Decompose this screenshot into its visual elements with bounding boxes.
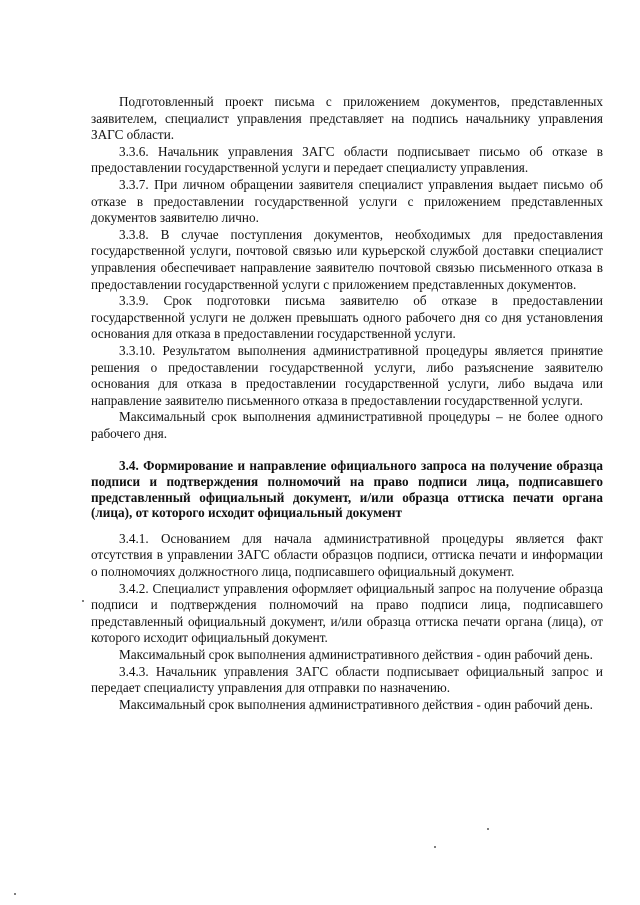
paragraph-3-3-10: 3.3.10. Результатом выполнения административной процедуры является принятие решения о предоставлении государственной услуги, либо разъяснение заявителю основания для отказа в предоставлении государственной услуги, либо выдача или направление заявителю письменного отказа в предоставлении государственной услуги. (91, 342, 603, 408)
paragraph-prepared-draft: Подготовленный проект письма с приложением документов, представленных заявителем, специалист управления представляет на подпись начальнику управления ЗАГС области. (91, 94, 603, 143)
scan-speck (487, 828, 489, 830)
scan-speck (434, 846, 436, 848)
paragraph-3-3-8: 3.3.8. В случае поступления документов, необходимых для предоставления государственной услуги, почтовой связью или курьерской службой доставки специалист управления обеспечивает направление заявителю почтовой связью письменного отказа в предоставлении государственной услуги с приложением представленных документов. (91, 226, 603, 292)
paragraph-max-term-procedure: Максимальный срок выполнения административной процедуры – не более одного рабочего дня. (91, 409, 603, 441)
paragraph-3-4-2: 3.4.2. Специалист управления оформляет официальный запрос на получение образца подписи и подтверждения полномочий на право подписи лица, подписавшего представленный официальный документ, и/или образца оттиска печати органа (лица), от которого исходит официальный документ. (91, 580, 603, 646)
paragraph-3-3-7: 3.3.7. При личном обращении заявителя специалист управления выдает письмо об отказе в предоставлении государственной услуги с приложением представленных документов заявителю лично. (91, 176, 603, 226)
paragraph-3-3-6: 3.3.6. Начальник управления ЗАГС области подписывает письмо об отказе в предоставлении государственной услуги и передает специалисту управления. (91, 143, 603, 176)
scan-speck (14, 893, 16, 895)
paragraph-3-4-3: 3.4.3. Начальник управления ЗАГС области подписывает официальный запрос и передает специалисту управления для отправки по назначению. (91, 663, 603, 696)
scan-speck (82, 600, 84, 602)
paragraph-max-term-action-2: Максимальный срок выполнения административного действия - один рабочий день. (119, 696, 593, 712)
paragraph-3-4-1: 3.4.1. Основанием для начала административной процедуры является факт отсутствия в управлении ЗАГС области образцов подписи, оттиска печати и информации о полномочиях должностного лица, подписавшего официальный документ. (91, 530, 603, 580)
paragraph-3-3-9: 3.3.9. Срок подготовки письма заявителю об отказе в предоставлении государственной услуги не должен превышать одного рабочего дня со дня установления основания для отказа в предоставлении государственной услуги. (91, 293, 603, 342)
section-heading-3-4: 3.4. Формирование и направление официального запроса на получение образца подписи и подтверждения полномочий на право подписи лица, подписавшего представленный официальный документ, и/или образца оттиска печати органа (лица), от которого исходит официальный документ (91, 458, 603, 521)
paragraph-max-term-action-1: Максимальный срок выполнения административного действия - один рабочий день. (119, 647, 593, 662)
document-body (91, 94, 603, 713)
